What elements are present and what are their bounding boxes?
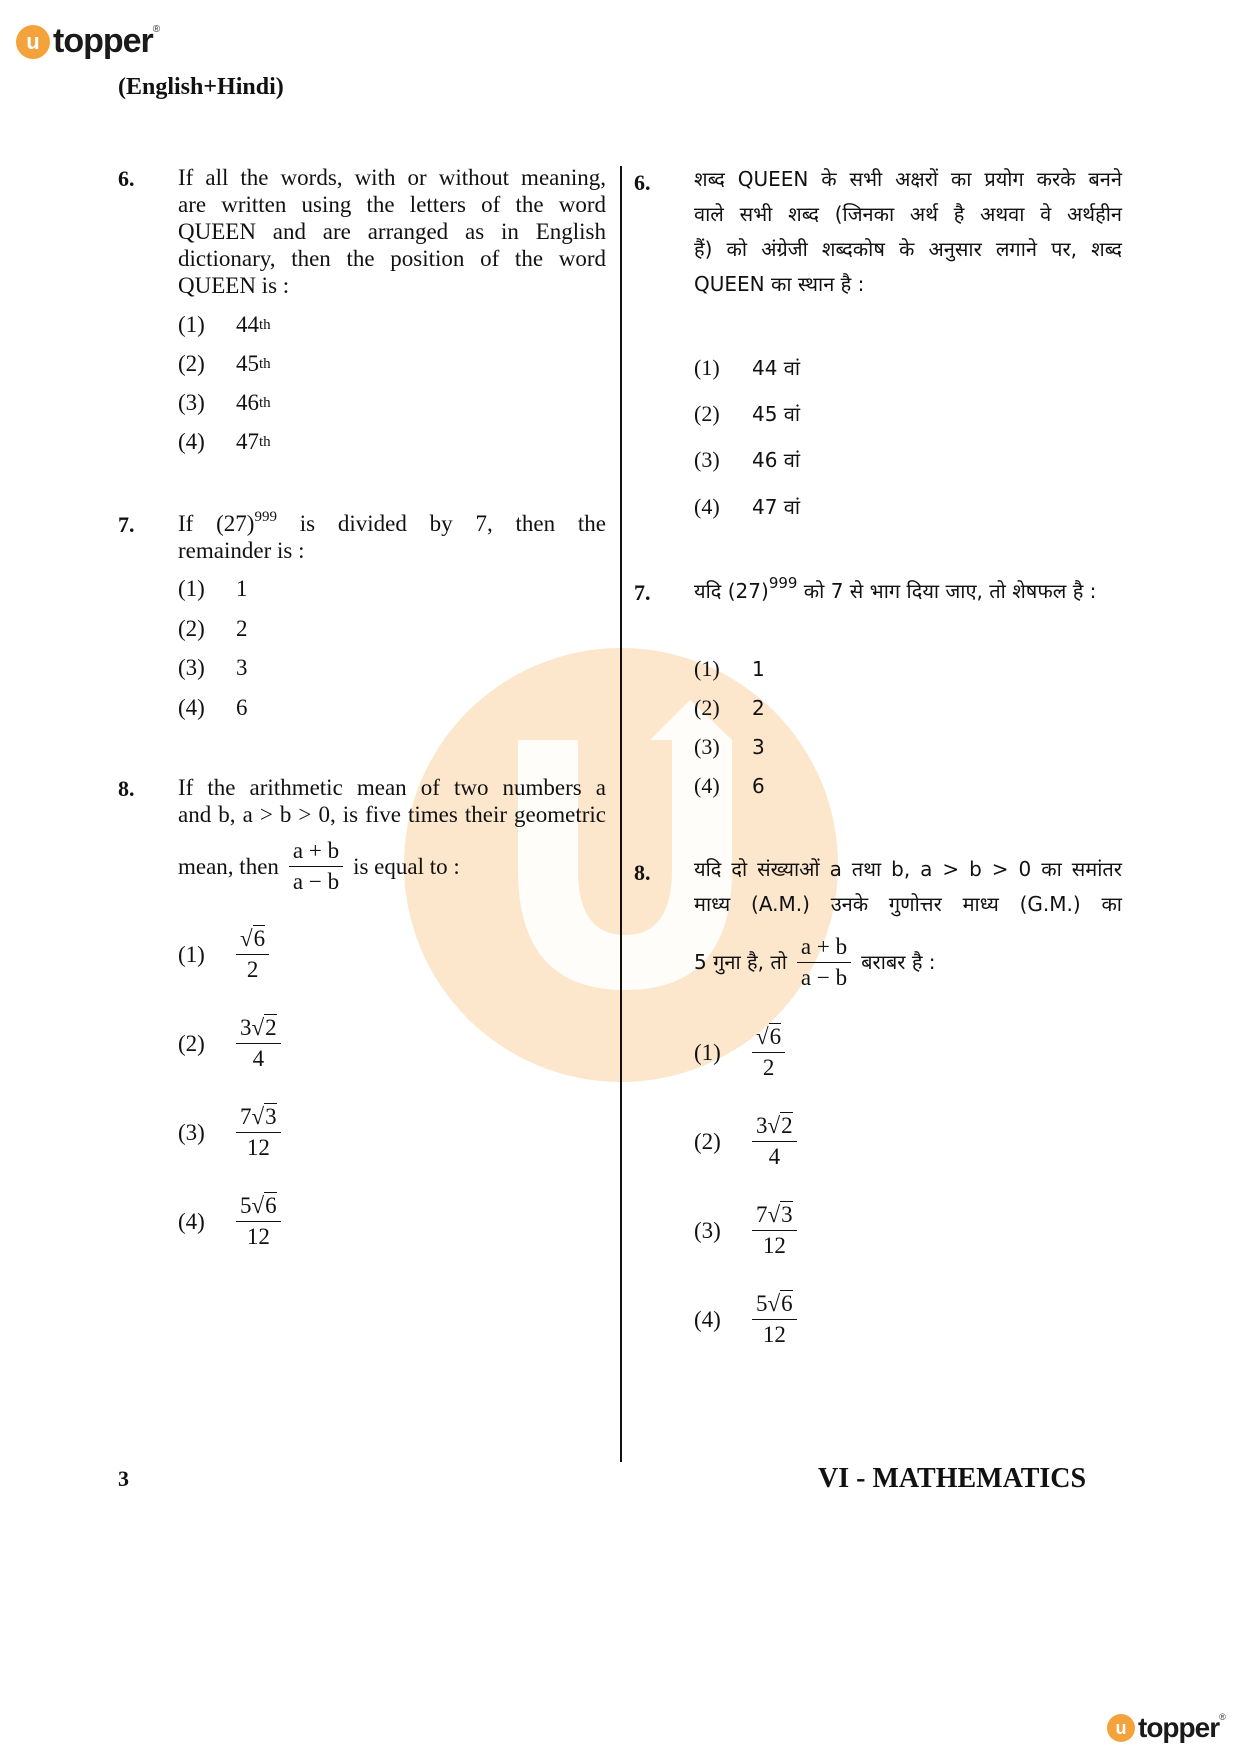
question-8-text (178, 774, 606, 828)
question-text: को 7 से भाग दिया जाए, तो शेषफल है : (797, 579, 1097, 603)
question-line: If all the words, with or without meaning, (178, 165, 606, 190)
option-label: (2) (694, 1128, 721, 1154)
option-label: (4) (694, 1306, 721, 1332)
option-label: (2) (178, 351, 205, 376)
option-label: (3) (694, 1217, 721, 1243)
column-divider (620, 166, 622, 1462)
section-title: VI - MATHEMATICS (818, 1463, 1087, 1494)
badge-letter: u (1115, 1717, 1127, 1738)
coefficient: 7 (756, 1202, 768, 1227)
radicand: 2 (265, 1015, 277, 1040)
option-value: 46 (236, 390, 259, 415)
option[interactable] (694, 1111, 797, 1172)
radicand: 6 (253, 926, 266, 951)
option[interactable] (694, 446, 800, 473)
fraction: $\frac{5√6}{12}$ (236, 1191, 281, 1252)
question-text: is divided by 7, then the (276, 511, 606, 536)
question-line: are written using the letters of the word (178, 192, 606, 217)
fraction-denominator: 2 (762, 1055, 775, 1080)
fraction: $\frac{5√6}{12}$ (752, 1289, 797, 1350)
option-value: 45 (236, 351, 259, 376)
fraction-numerator: a + b (289, 836, 343, 867)
option[interactable] (694, 773, 765, 799)
fraction-denominator: 4 (768, 1144, 781, 1169)
topper-logo (16, 22, 160, 61)
fraction: $\frac{7√3}{12}$ (752, 1200, 797, 1261)
option-value: 2 (236, 616, 248, 641)
option-value: 47 (236, 429, 259, 454)
fraction-numerator: a + b (797, 932, 851, 963)
option-label: (1) (178, 941, 205, 967)
option-label: (4) (178, 695, 205, 720)
exponent: 999 (254, 509, 277, 525)
question-text: mean, then (178, 854, 279, 879)
coefficient: 3 (756, 1113, 768, 1138)
question-line: हैं) को अंग्रेजी शब्दकोष के अनुसार लगाने पर, शब्द (694, 237, 1122, 261)
question-number: 7. (634, 580, 651, 605)
coefficient: 7 (240, 1104, 252, 1129)
option[interactable] (694, 493, 800, 520)
option[interactable] (178, 616, 248, 642)
registered-mark: ® (1219, 1712, 1226, 1722)
question-6-text (178, 164, 606, 299)
option-value: 47 वां (752, 495, 801, 519)
coefficient: 3 (240, 1015, 252, 1040)
question-line: and b, a > b > 0, is five times their geometric (178, 802, 606, 827)
fraction: $\frac{√6}{2}$ (752, 1022, 785, 1083)
question-line: QUEEN and are arranged as in English (178, 219, 606, 244)
fraction: $\frac{3√2}{4}$ (236, 1013, 281, 1074)
option[interactable] (178, 655, 248, 681)
question-text: यदि (27) (694, 579, 769, 603)
fraction-denominator: 12 (762, 1233, 786, 1258)
question-8-text-hindi (694, 852, 1122, 922)
radicand: 6 (769, 1024, 782, 1049)
option-label: (1) (694, 1039, 721, 1065)
option-value: 6 (752, 774, 765, 798)
option-value: 2 (752, 696, 765, 720)
option-label: (1) (694, 656, 720, 681)
option-value: 6 (236, 695, 248, 720)
option-label: (2) (178, 616, 205, 641)
option[interactable] (694, 734, 765, 760)
option-label: (1) (178, 576, 205, 601)
option[interactable] (178, 1013, 281, 1074)
question-number: 6. (118, 166, 135, 191)
option[interactable]: (1) 44 th (178, 312, 271, 337)
fraction-denominator: a − b (800, 965, 848, 990)
option[interactable] (694, 1022, 785, 1083)
fraction-denominator: 2 (246, 957, 259, 982)
option-label: (3) (178, 655, 205, 680)
option-value: 1 (236, 576, 248, 601)
fraction-denominator: 12 (246, 1224, 270, 1249)
option[interactable]: (2) 45 th (178, 351, 271, 376)
radicand: 2 (781, 1113, 793, 1138)
option-value: 3 (752, 735, 765, 759)
question-line: माध्य (A.M.) उनके गुणोत्तर माध्य (G.M.) का (694, 892, 1122, 916)
option[interactable] (694, 695, 765, 721)
radicand: 6 (265, 1193, 277, 1218)
badge-letter: u (26, 28, 40, 54)
option[interactable]: (3) 46 th (178, 390, 271, 415)
fraction-denominator: 12 (762, 1322, 786, 1347)
radicand: 3 (265, 1104, 277, 1129)
option-label: (4) (694, 493, 720, 519)
question-text: बराबर है : (861, 950, 936, 974)
option-label: (3) (694, 734, 720, 759)
radicand: 3 (781, 1202, 793, 1227)
question-line: यदि दो संख्याओं a तथा b, a > b > 0 का समांतर (694, 857, 1122, 881)
option[interactable]: (4) 47 th (178, 429, 271, 454)
option-value: 45 वां (752, 402, 801, 426)
question-number: 7. (118, 512, 135, 537)
topper-logo-footer (1107, 1712, 1226, 1744)
coefficient: 5 (756, 1291, 768, 1316)
question-line: remainder is : (178, 538, 305, 563)
option[interactable] (694, 1200, 797, 1261)
topper-logo-badge-icon (1107, 1714, 1135, 1742)
option-value: 1 (752, 657, 765, 681)
fraction-denominator: 4 (252, 1046, 265, 1071)
question-text: If (27) (178, 511, 255, 536)
brand-name: topper (1138, 1712, 1220, 1743)
question-text: 5 गुना है, तो (694, 950, 787, 974)
question-line: dictionary, then the position of the word (178, 246, 606, 271)
question-number: 6. (634, 170, 651, 195)
fraction-denominator: a − b (292, 869, 340, 894)
option-label: (3) (178, 390, 205, 415)
fraction: $\frac{7√3}{12}$ (236, 1102, 281, 1163)
option-value: 44 (236, 312, 259, 337)
option-label: (4) (694, 773, 720, 798)
option-value: 44 वां (752, 356, 801, 380)
option[interactable] (178, 695, 248, 721)
option[interactable] (178, 576, 248, 602)
question-text: is equal to : (353, 854, 460, 879)
option-value: 46 वां (752, 448, 801, 472)
document-subtitle: (English+Hindi) (118, 74, 284, 100)
question-line: QUEEN का स्थान है : (694, 272, 865, 296)
option[interactable] (694, 354, 800, 381)
question-line: वाले सभी शब्द (जिनका अर्थ है अथवा वे अर्थहीन (694, 202, 1122, 226)
option[interactable] (178, 1191, 281, 1252)
option[interactable] (178, 924, 269, 985)
option-label: (2) (694, 695, 720, 720)
question-8-expression-hindi (694, 932, 936, 993)
option-label: (2) (694, 400, 720, 426)
question-8-expression (178, 836, 460, 897)
fraction: $\frac{3√2}{4}$ (752, 1111, 797, 1172)
question-number: 8. (634, 860, 651, 885)
question-line: QUEEN is : (178, 273, 290, 298)
option-label: (3) (178, 1119, 205, 1145)
option-label: (4) (178, 429, 205, 454)
question-7-text (178, 510, 606, 564)
fraction (289, 836, 343, 897)
page-number: 3 (118, 1466, 129, 1491)
fraction (797, 932, 851, 993)
coefficient: 5 (240, 1193, 252, 1218)
topper-logo-badge-icon (16, 25, 50, 59)
question-number: 8. (118, 776, 135, 801)
option[interactable] (694, 400, 800, 427)
fraction-denominator: 12 (246, 1135, 270, 1160)
option-label: (2) (178, 1030, 205, 1056)
option[interactable] (178, 1102, 281, 1163)
question-line: शब्द QUEEN के सभी अक्षरों का प्रयोग करके बनने (694, 167, 1122, 191)
registered-mark: ® (152, 24, 161, 35)
option-label: (1) (694, 354, 720, 380)
question-line: If the arithmetic mean of two numbers a (178, 775, 606, 800)
option[interactable] (694, 1289, 797, 1350)
option[interactable] (694, 656, 765, 682)
question-6-text-hindi (694, 162, 1122, 302)
option-label: (3) (694, 446, 720, 472)
option-value: 3 (236, 655, 248, 680)
brand-name: topper (53, 22, 153, 60)
question-7-text-hindi (694, 574, 1134, 609)
option-label: (4) (178, 1208, 205, 1234)
radicand: 6 (781, 1291, 793, 1316)
exponent: 999 (768, 574, 798, 592)
option-label: (1) (178, 312, 205, 337)
fraction: $\frac{√6}{2}$ (236, 924, 269, 985)
